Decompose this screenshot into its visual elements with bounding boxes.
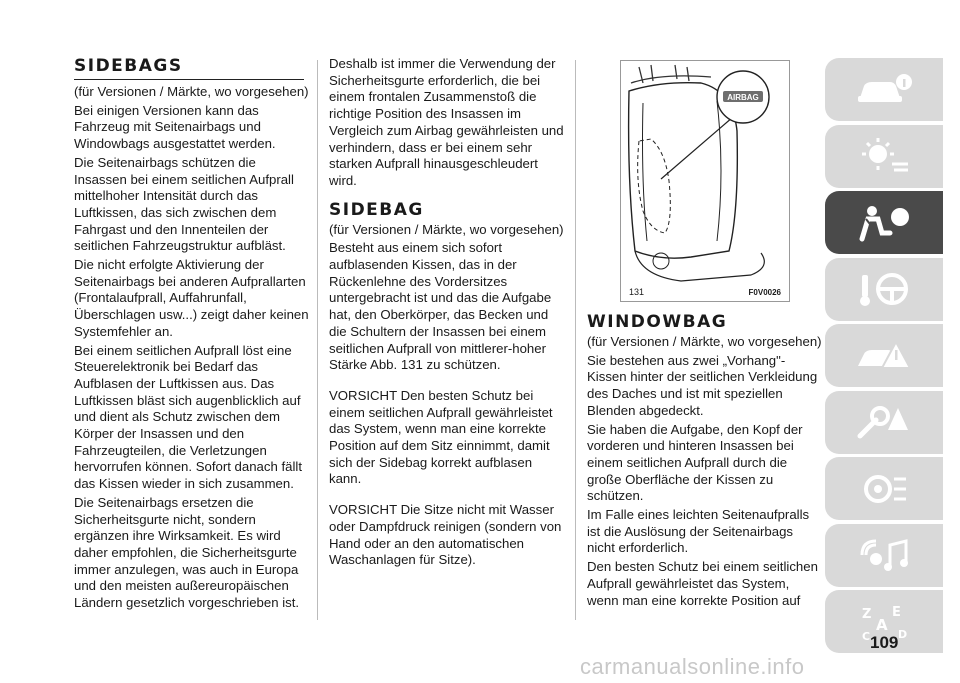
tab-car-info[interactable] — [825, 58, 943, 121]
chapter-tabs — [825, 58, 943, 657]
column-sidebag — [329, 56, 565, 571]
paragraph: Sie haben die Aufgabe, den Kopf der vorderen und hinteren Insassen bei einem seitlichen Aufprall durch die große Oberfläche der Kissen zu schützen. — [587, 421, 803, 504]
paragraph: Bei einigen Versionen kann das Fahrzeug mit Seitenairbags und Windowbags ausgestattet werden. — [74, 102, 276, 152]
car-info-icon — [854, 70, 914, 110]
paragraph: (für Versionen / Märkte, wo vorgesehen) — [329, 221, 564, 237]
tab-warning[interactable] — [825, 324, 943, 387]
svg-text:D: D — [898, 627, 908, 641]
specs-icon — [854, 469, 914, 509]
paragraph: Die nicht erfolgte Aktivierung der Seitenairbags bei anderen Aufprallarten (Frontalaufprall, Auffahrunfall, Überschlagen usw...) zeigt daher keinen Systemfehler an. — [74, 257, 309, 339]
warning-text: VORSICHT Den besten Schutz bei einem seitlichen Aufprall gewährleistet das System, wenn man eine korrekte Position auf dem Sitz einnimmt, damit sich der Sidebag korrekt aufblasen kann. — [329, 387, 553, 487]
paragraph: Die Seitenairbags schützen die Insassen bei einem seitlichen Aufprall mittelhoher Intensität durch das Luftkissen, das sich zwischen dem Fahrgast und den Innenteilen der seitlichen Fahrzeugstruktur aufbläst. — [74, 154, 294, 254]
seatbelt-airbag-icon — [854, 203, 914, 243]
seat-illustration — [621, 61, 789, 286]
column-sidebags — [74, 56, 310, 614]
figure-number: 131 — [629, 287, 645, 297]
tab-service[interactable] — [825, 391, 943, 454]
paragraph: (für Versionen / Märkte, wo vorgesehen) — [587, 334, 822, 349]
warning-car-icon — [854, 336, 914, 376]
airbag-label: AIRBAG — [727, 93, 759, 102]
paragraph: Besteht aus einem sich sofort aufblasenden Kissen, das in der Rückenlehne des Vordersitzes untergebracht ist und das die Aufgabe hat, den Oberkörper, das Becken und die Schultern der Insassen bei einem seitlichen Aufprall von mittlerer-hoher Stärke Abb. 131 zu schützen. — [329, 240, 552, 373]
svg-text:E: E — [892, 604, 901, 620]
warning-text: VORSICHT Die Sitze nicht mit Wasser oder Dampfdruck reinigen (sondern von Hand oder an den automatischen Waschanlagen für Sitze). — [329, 502, 562, 568]
paragraph: Die Seitenairbags ersetzen die Sicherheitsgurte nicht, sondern ergänzen ihre Wirksamkeit. Es wird daher empfohlen, die Sicherheitsgurte immer anzulegen, was auch in Europa und den meisten außereuropäischen Ländern gesetzlich vorgeschrieben ist. — [74, 494, 300, 611]
section-heading-sidebag: SIDEBAG — [329, 199, 424, 220]
figure-131-seat-airbag — [620, 60, 790, 302]
tab-multimedia[interactable] — [825, 524, 943, 587]
tab-safety[interactable] — [825, 191, 943, 254]
paragraph: Bei einem seitlichen Aufprall löst eine Steuerelektronik bei Bedarf das Aufblasen der Luftkissen aus. Das Luftkissen bläst sich augenblicklich auf und dient als Schutz zwischen dem Körper der Insassen und den Fahrzeugteilen, die Verletzungen hervorrufen können. Sofort danach fällt das Kissen wieder in sich zusammen. — [74, 342, 302, 492]
multimedia-icon — [854, 535, 914, 575]
section-heading-sidebags: SIDEBAGS — [74, 56, 304, 80]
paragraph: Deshalb ist immer die Verwendung der Sicherheitsgurte erforderlich, die bei einem frontalen Zusammenstoß die richtige Position des Insassen im Vergleich zum Airbag gewährleisten und verhindern, dass er bei einem sehr starken Aufprall hinausgeschleudert wird. — [329, 56, 564, 188]
paragraph: Im Falle eines leichten Seitenaufpralls ist die Auslösung der Seitenairbags nicht erforderlich. — [587, 507, 810, 556]
key-steering-wheel-icon — [854, 269, 914, 309]
svg-text:A: A — [876, 615, 888, 634]
tab-start-drive[interactable] — [825, 258, 943, 321]
tab-lights[interactable] — [825, 125, 943, 188]
lights-icon — [854, 136, 914, 176]
page-number: 109 — [870, 633, 899, 652]
svg-text:C: C — [862, 629, 871, 642]
column-divider — [317, 60, 318, 620]
svg-text:Z: Z — [862, 606, 872, 622]
tab-specs[interactable] — [825, 457, 943, 520]
column-windowbag — [587, 312, 823, 611]
column-divider — [575, 60, 576, 620]
section-heading-windowbag: WINDOWBAG — [587, 312, 728, 332]
figure-code: F0V0026 — [748, 288, 781, 297]
watermark: carmanualsonline.info — [580, 654, 805, 679]
paragraph: Den besten Schutz bei einem seitlichen Aufprall gewährleistet das System, wenn man eine korrekte Position auf — [587, 559, 818, 608]
paragraph: Sie bestehen aus zwei „Vorhang"-Kissen hinter der seitlichen Verkleidung des Daches und ist mit speziellen Blenden abgedeckt. — [587, 352, 818, 418]
paragraph: (für Versionen / Märkte, wo vorgesehen) — [74, 84, 309, 99]
service-tools-icon — [854, 402, 914, 442]
